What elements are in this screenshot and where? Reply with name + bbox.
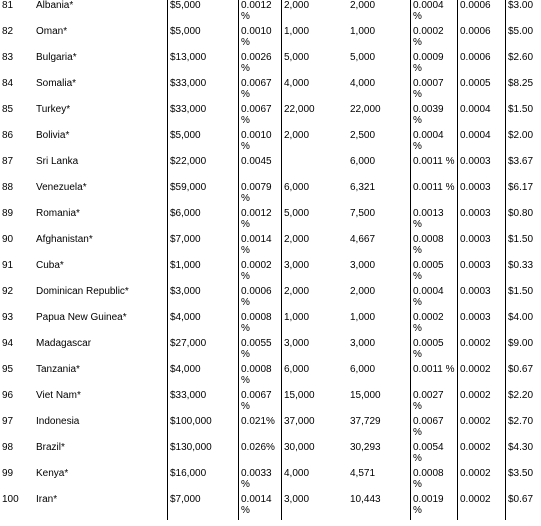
rank-cell: 84 <box>2 78 14 89</box>
table-row <box>0 104 541 130</box>
table-row <box>0 286 541 312</box>
country-cell: Madagascar <box>36 338 92 349</box>
value-a-cell: 4,000 <box>282 468 349 494</box>
table-row <box>0 0 541 26</box>
value-percent-cell: 0.0019 % <box>411 494 458 520</box>
amount-percent-cell: 0.0006 % <box>239 286 282 312</box>
per-unit-cell: $3.67 <box>506 156 541 182</box>
per-unit-cell: $3.50 <box>506 468 541 494</box>
rank-cell: 88 <box>2 182 14 193</box>
rank-cell: 92 <box>2 286 14 297</box>
amount-cell: $22,000 <box>168 156 239 182</box>
rank-cell: 96 <box>2 390 14 401</box>
table-row <box>0 52 541 78</box>
country-cell: Papua New Guinea* <box>36 312 127 323</box>
value-percent-cell: 0.0011 % <box>411 364 458 390</box>
amount-percent-cell: 0.0008 % <box>239 364 282 390</box>
table-row <box>0 78 541 104</box>
rank-cell: 91 <box>2 260 14 271</box>
per-unit-cell: $2.00 <box>506 130 541 156</box>
country-cell: Cuba* <box>36 260 64 271</box>
rank-cell: 95 <box>2 364 14 375</box>
amount-percent-cell: 0.0067 % <box>239 390 282 416</box>
value-b-cell: 6,321 <box>350 182 376 193</box>
country-cell: Iran* <box>36 494 58 505</box>
amount-percent-cell: 0.0055 % <box>239 338 282 364</box>
ratio-cell: 0.0003 <box>458 234 506 260</box>
per-unit-cell: $0.67 <box>506 494 541 520</box>
value-b-cell: 4,000 <box>350 78 376 89</box>
amount-cell: $1,000 <box>168 260 239 286</box>
rank-cell: 89 <box>2 208 14 219</box>
country-cell: Kenya* <box>36 468 69 479</box>
per-unit-cell: $4.30 <box>506 442 541 468</box>
value-percent-cell: 0.0067 % <box>411 416 458 442</box>
value-percent-cell: 0.0004 % <box>411 130 458 156</box>
ratio-cell: 0.0004 <box>458 104 506 130</box>
country-cell: Dominican Republic* <box>36 286 129 297</box>
per-unit-cell: $4.00 <box>506 312 541 338</box>
rank-cell: 100 <box>2 494 19 505</box>
country-cell: Turkey* <box>36 104 71 115</box>
per-unit-cell: $0.67 <box>506 364 541 390</box>
amount-percent-cell: 0.0010 % <box>239 130 282 156</box>
value-a-cell: 6,000 <box>282 364 349 390</box>
per-unit-cell: $1.50 <box>506 286 541 312</box>
value-percent-cell: 0.0004 % <box>411 0 458 26</box>
amount-cell: $33,000 <box>168 78 239 104</box>
amount-percent-cell: 0.0008 % <box>239 312 282 338</box>
table-row <box>0 26 541 52</box>
amount-cell: $7,000 <box>168 234 239 260</box>
value-a-cell: 3,000 <box>282 494 349 520</box>
amount-percent-cell: 0.0026 % <box>239 52 282 78</box>
amount-cell: $5,000 <box>168 0 239 26</box>
ratio-cell: 0.0003 <box>458 208 506 234</box>
amount-cell: $3,000 <box>168 286 239 312</box>
value-a-cell: 2,000 <box>282 286 349 312</box>
ratio-cell: 0.0003 <box>458 182 506 208</box>
amount-percent-cell: 0.0002 % <box>239 260 282 286</box>
amount-percent-cell: 0.0012 % <box>239 208 282 234</box>
value-a-cell: 22,000 <box>282 104 349 130</box>
amount-percent-cell: 0.021% <box>239 416 282 442</box>
rank-cell: 83 <box>2 52 14 63</box>
country-cell: Viet Nam* <box>36 390 81 401</box>
value-b-cell: 4,571 <box>350 468 376 479</box>
value-percent-cell: 0.0039 % <box>411 104 458 130</box>
amount-cell: $130,000 <box>168 442 239 468</box>
value-percent-cell: 0.0002 % <box>411 26 458 52</box>
value-b-cell: 3,000 <box>350 338 376 349</box>
value-b-cell: 37,729 <box>350 416 381 427</box>
value-percent-cell: 0.0007 % <box>411 78 458 104</box>
country-cell: Tanzania* <box>36 364 80 375</box>
value-percent-cell: 0.0004 % <box>411 286 458 312</box>
per-unit-cell: $9.00 <box>506 338 541 364</box>
value-a-cell: 3,000 <box>282 260 349 286</box>
table-row <box>0 182 541 208</box>
table-row <box>0 468 541 494</box>
ratio-cell: 0.0002 <box>458 390 506 416</box>
country-cell: Venezuela* <box>36 182 87 193</box>
ratio-cell: 0.0003 <box>458 156 506 182</box>
rank-cell: 81 <box>2 0 14 11</box>
value-b-cell: 1,000 <box>350 312 376 323</box>
value-percent-cell: 0.0005 % <box>411 338 458 364</box>
value-a-cell: 30,000 <box>282 442 349 468</box>
per-unit-cell: $0.80 <box>506 208 541 234</box>
value-a-cell: 6,000 <box>282 182 349 208</box>
ratio-cell: 0.0004 <box>458 130 506 156</box>
table-row <box>0 156 541 182</box>
value-percent-cell: 0.0054 % <box>411 442 458 468</box>
value-a-cell: 5,000 <box>282 52 349 78</box>
rank-cell: 99 <box>2 468 14 479</box>
amount-cell: $27,000 <box>168 338 239 364</box>
table-row <box>0 234 541 260</box>
ratio-cell: 0.0006 <box>458 26 506 52</box>
ratio-cell: 0.0006 <box>458 0 506 26</box>
value-b-cell: 7,500 <box>350 208 376 219</box>
table-row <box>0 130 541 156</box>
value-percent-cell: 0.0027 % <box>411 390 458 416</box>
value-b-cell: 2,000 <box>350 286 376 297</box>
ratio-cell: 0.0002 <box>458 494 506 520</box>
value-b-cell: 2,000 <box>350 0 376 11</box>
amount-percent-cell: 0.0014 % <box>239 234 282 260</box>
ratio-cell: 0.0003 <box>458 312 506 338</box>
value-a-cell: 1,000 <box>282 312 349 338</box>
country-cell: Romania* <box>36 208 80 219</box>
table-row <box>0 390 541 416</box>
amount-percent-cell: 0.026% <box>239 442 282 468</box>
country-cell: Afghanistan* <box>36 234 93 245</box>
value-b-cell: 2,500 <box>350 130 376 141</box>
table-row <box>0 442 541 468</box>
value-a-cell: 1,000 <box>282 26 349 52</box>
rank-cell: 85 <box>2 104 14 115</box>
value-percent-cell: 0.0008 % <box>411 468 458 494</box>
value-a-cell: 2,000 <box>282 130 349 156</box>
amount-cell: $16,000 <box>168 468 239 494</box>
table-row <box>0 312 541 338</box>
ratio-cell: 0.0002 <box>458 338 506 364</box>
value-percent-cell: 0.0005 % <box>411 260 458 286</box>
amount-percent-cell: 0.0012 % <box>239 0 282 26</box>
value-percent-cell: 0.0002 % <box>411 312 458 338</box>
table-row <box>0 338 541 364</box>
amount-cell: $33,000 <box>168 390 239 416</box>
amount-cell: $100,000 <box>168 416 239 442</box>
value-b-cell: 4,667 <box>350 234 376 245</box>
amount-percent-cell: 0.0067 % <box>239 78 282 104</box>
table-row <box>0 494 541 520</box>
per-unit-cell: $0.33 <box>506 260 541 286</box>
amount-cell: $4,000 <box>168 312 239 338</box>
table-row <box>0 260 541 286</box>
amount-cell: $5,000 <box>168 26 239 52</box>
amount-cell: $59,000 <box>168 182 239 208</box>
ratio-cell: 0.0002 <box>458 364 506 390</box>
amount-percent-cell: 0.0033 % <box>239 468 282 494</box>
amount-percent-cell: 0.0010 % <box>239 26 282 52</box>
amount-cell: $33,000 <box>168 104 239 130</box>
value-b-cell: 5,000 <box>350 52 376 63</box>
value-a-cell <box>282 156 349 182</box>
rank-cell: 98 <box>2 442 14 453</box>
country-cell: Albania* <box>36 0 74 11</box>
rank-cell: 97 <box>2 416 14 427</box>
amount-cell: $6,000 <box>168 208 239 234</box>
country-cell: Brazil* <box>36 442 65 453</box>
ratio-cell: 0.0002 <box>458 468 506 494</box>
value-a-cell: 4,000 <box>282 78 349 104</box>
value-percent-cell: 0.0011 % <box>411 182 458 208</box>
country-cell: Bolivia* <box>36 130 70 141</box>
ratio-cell: 0.0002 <box>458 416 506 442</box>
value-b-cell: 30,293 <box>350 442 381 453</box>
rank-cell: 82 <box>2 26 14 37</box>
per-unit-cell: $1.50 <box>506 234 541 260</box>
value-b-cell: 6,000 <box>350 156 376 167</box>
table-row <box>0 416 541 442</box>
table-row <box>0 208 541 234</box>
value-percent-cell: 0.0013 % <box>411 208 458 234</box>
value-a-cell: 37,000 <box>282 416 349 442</box>
ratio-cell: 0.0003 <box>458 286 506 312</box>
country-cell: Bulgaria* <box>36 52 77 63</box>
per-unit-cell: $2.60 <box>506 52 541 78</box>
rank-cell: 93 <box>2 312 14 323</box>
value-percent-cell: 0.0011 % <box>411 156 458 182</box>
ratio-cell: 0.0006 <box>458 52 506 78</box>
rank-cell: 86 <box>2 130 14 141</box>
per-unit-cell: $1.50 <box>506 104 541 130</box>
table-row <box>0 364 541 390</box>
rank-cell: 90 <box>2 234 14 245</box>
value-percent-cell: 0.0009 % <box>411 52 458 78</box>
per-unit-cell: $6.17 <box>506 182 541 208</box>
value-b-cell: 10,443 <box>350 494 381 505</box>
amount-cell: $5,000 <box>168 130 239 156</box>
value-a-cell: 5,000 <box>282 208 349 234</box>
value-a-cell: 2,000 <box>282 0 349 26</box>
value-b-cell: 1,000 <box>350 26 376 37</box>
rank-cell: 94 <box>2 338 14 349</box>
country-cell: Oman* <box>36 26 68 37</box>
amount-percent-cell: 0.0067 % <box>239 104 282 130</box>
amount-percent-cell: 0.0014 % <box>239 494 282 520</box>
country-cell: Somalia* <box>36 78 77 89</box>
amount-cell: $4,000 <box>168 364 239 390</box>
rank-cell: 87 <box>2 156 14 167</box>
ratio-cell: 0.0003 <box>458 260 506 286</box>
value-b-cell: 6,000 <box>350 364 376 375</box>
value-a-cell: 2,000 <box>282 234 349 260</box>
amount-cell: $13,000 <box>168 52 239 78</box>
ratio-cell: 0.0005 <box>458 78 506 104</box>
per-unit-cell: $3.00 <box>506 0 541 26</box>
amount-percent-cell: 0.0079 % <box>239 182 282 208</box>
per-unit-cell: $5.00 <box>506 26 541 52</box>
value-b-cell: 15,000 <box>350 390 381 401</box>
country-cell: Sri Lanka <box>36 156 79 167</box>
value-a-cell: 3,000 <box>282 338 349 364</box>
per-unit-cell: $8.25 <box>506 78 541 104</box>
value-percent-cell: 0.0008 % <box>411 234 458 260</box>
value-b-cell: 3,000 <box>350 260 376 271</box>
value-a-cell: 15,000 <box>282 390 349 416</box>
value-b-cell: 22,000 <box>350 104 381 115</box>
per-unit-cell: $2.70 <box>506 416 541 442</box>
amount-cell: $7,000 <box>168 494 239 520</box>
per-unit-cell: $2.20 <box>506 390 541 416</box>
ratio-cell: 0.0002 <box>458 442 506 468</box>
country-cell: Indonesia <box>36 416 80 427</box>
amount-percent-cell: 0.0045 <box>239 156 282 182</box>
